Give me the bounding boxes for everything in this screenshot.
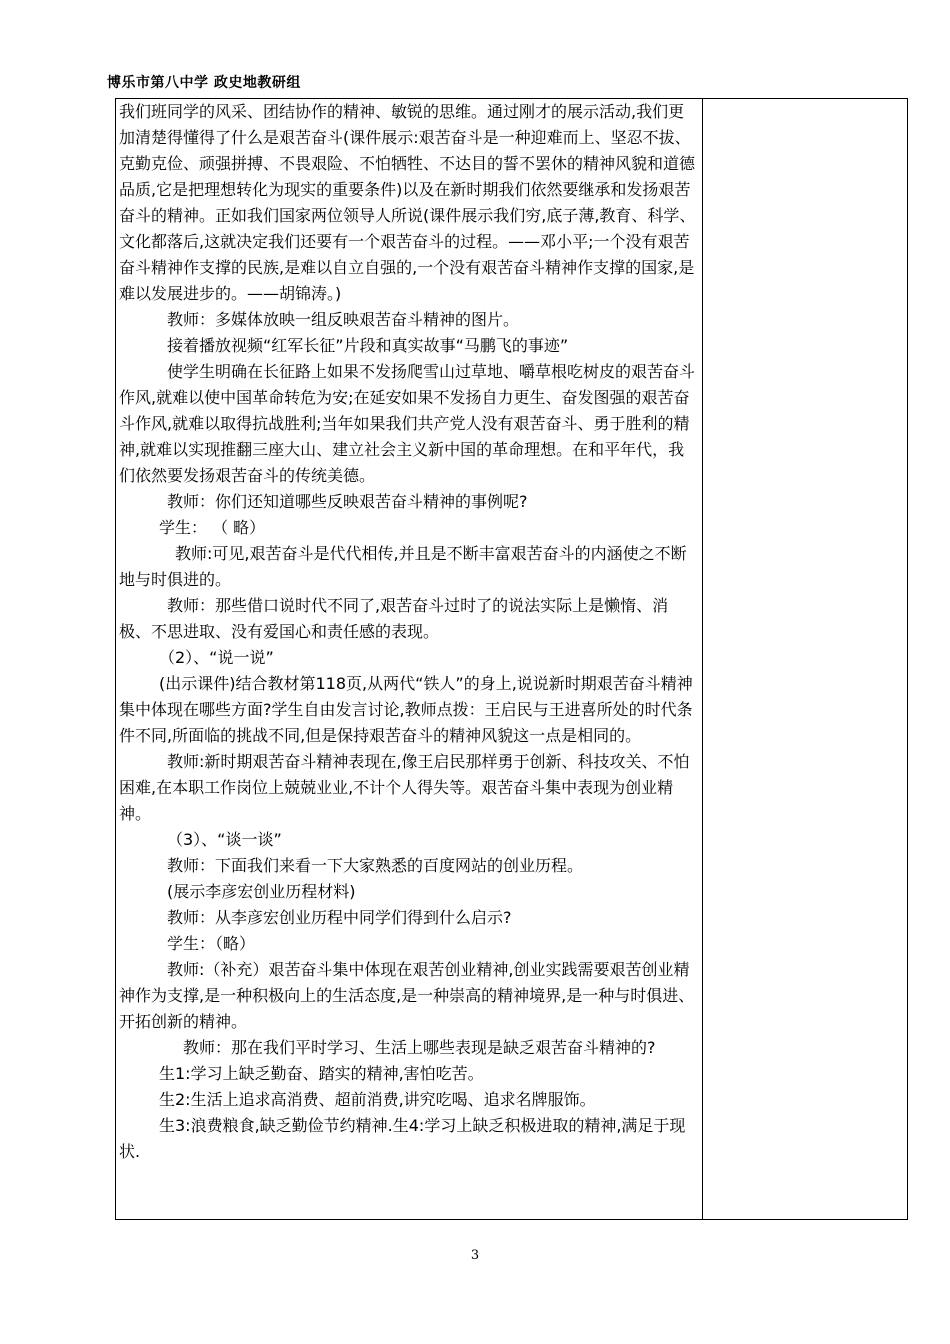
content-paragraph: 教师：那些借口说时代不同了,艰苦奋斗过时了的说法实际上是懒惰、消极、不思进取、没有爱国心和责任感的表现。 (119, 596, 669, 641)
page-number: 3 (470, 1248, 480, 1263)
lesson-table (115, 98, 908, 1220)
content-paragraph: （2）、“说一说” (159, 648, 274, 667)
content-paragraph: 教师:新时期艰苦奋斗精神表现在,像王启民那样勇于创新、科技攻关、不怕困难,在本职工作岗位上兢兢业业,不计个人得失等。艰苦奋斗集中表现为创业精神。 (119, 752, 690, 823)
content-paragraph: 接着播放视频“红军长征”片段和真实故事“马鹏飞的事迹” (167, 336, 569, 355)
content-paragraph: 使学生明确在长征路上如果不发扬爬雪山过草地、嚼草根吃树皮的艰苦奋斗作风,就难以使中国革命转危为安;在延安如果不发扬自力更生、奋发图强的艰苦奋斗作风,就难以取得抗战胜利;当年如果我们共产党人没有艰苦奋斗、勇于胜利的精神,就难以实现推翻三座大山、建立社会主义新中国的革命理想。在和平年代，我们依然要发扬艰苦奋斗的传统美德。 (119, 362, 696, 485)
content-paragraph: 教师:可见,艰苦奋斗是代代相传,并且是不断丰富艰苦奋斗的内涵使之不断地与时俱进的。 (119, 544, 687, 589)
content-paragraph: 学生：（略） (167, 934, 256, 953)
content-paragraph: 生2:生活上追求高消费、超前消费,讲究吃喝、追求名牌服饰。 (159, 1090, 596, 1109)
content-paragraph: 生1:学习上缺乏勤奋、踏实的精神,害怕吃苦。 (159, 1064, 484, 1083)
content-paragraph: 教师：你们还知道哪些反映艰苦奋斗精神的事例呢? (167, 492, 528, 511)
content-paragraph: 教师：从李彦宏创业历程中同学们得到什么启示? (167, 908, 512, 927)
content-paragraph: 教师：下面我们来看一下大家熟悉的百度网站的创业历程。 (167, 856, 584, 875)
content-paragraph: （3）、“谈一谈” (167, 830, 282, 849)
content-paragraph: 学生： （ 略） (159, 518, 266, 537)
content-paragraph: (出示课件)结合教材第118页,从两代“铁人”的身上,说说新时期艰苦奋斗精神集中体现在哪些方面?学生自由发言讨论,教师点拨：王启民与王进喜所处的时代条件不同,所面临的挑战不同,但是保持艰苦奋斗的精神风貌这一点是相同的。 (119, 674, 693, 745)
lesson-content-cell (119, 99, 699, 1165)
column-divider (702, 99, 703, 1219)
content-paragraph: 教师:（补充）艰苦奋斗集中体现在艰苦创业精神,创业实践需要艰苦创业精神作为支撑,是一种积极向上的生活态度,是一种崇高的精神境界,是一种与时俱进、开拓创新的精神。 (119, 960, 695, 1031)
content-paragraph: 教师：多媒体放映一组反映艰苦奋斗精神的图片。 (167, 310, 520, 329)
content-paragraph: 生3:浪费粮食,缺乏勤俭节约精神.生4:学习上缺乏积极进取的精神,满足于现状. (119, 1116, 686, 1161)
content-paragraph: (展示李彦宏创业历程材料) (167, 882, 356, 901)
content-paragraph: 我们班同学的风采、团结协作的精神、敏锐的思维。通过刚才的展示活动,我们更加清楚得懂得了什么是艰苦奋斗(课件展示:艰苦奋斗是一种迎难而上、坚忍不拔、克勤克俭、顽强拼搏、不畏艰险、不怕牺牲、不达目的誓不罢休的精神风貌和道德品质,它是把理想转化为现实的重要条件)以及在新时期我们依然要继承和发扬艰苦奋斗的精神。正如我们国家两位领导人所说(课件展示我们穷,底子薄,教育、科学、文化都落后,这就决定我们还要有一个艰苦奋斗的过程。——邓小平;一个没有艰苦奋斗精神作支撑的民族,是难以自立自强的,一个没有艰苦奋斗精神作支撑的国家,是难以发展进步的。——胡锦涛。) (119, 102, 696, 303)
document-header: 博乐市第八中学 政史地教研组 (107, 75, 301, 91)
content-paragraph: 教师：那在我们平时学习、生活上哪些表现是缺乏艰苦奋斗精神的? (183, 1038, 656, 1057)
